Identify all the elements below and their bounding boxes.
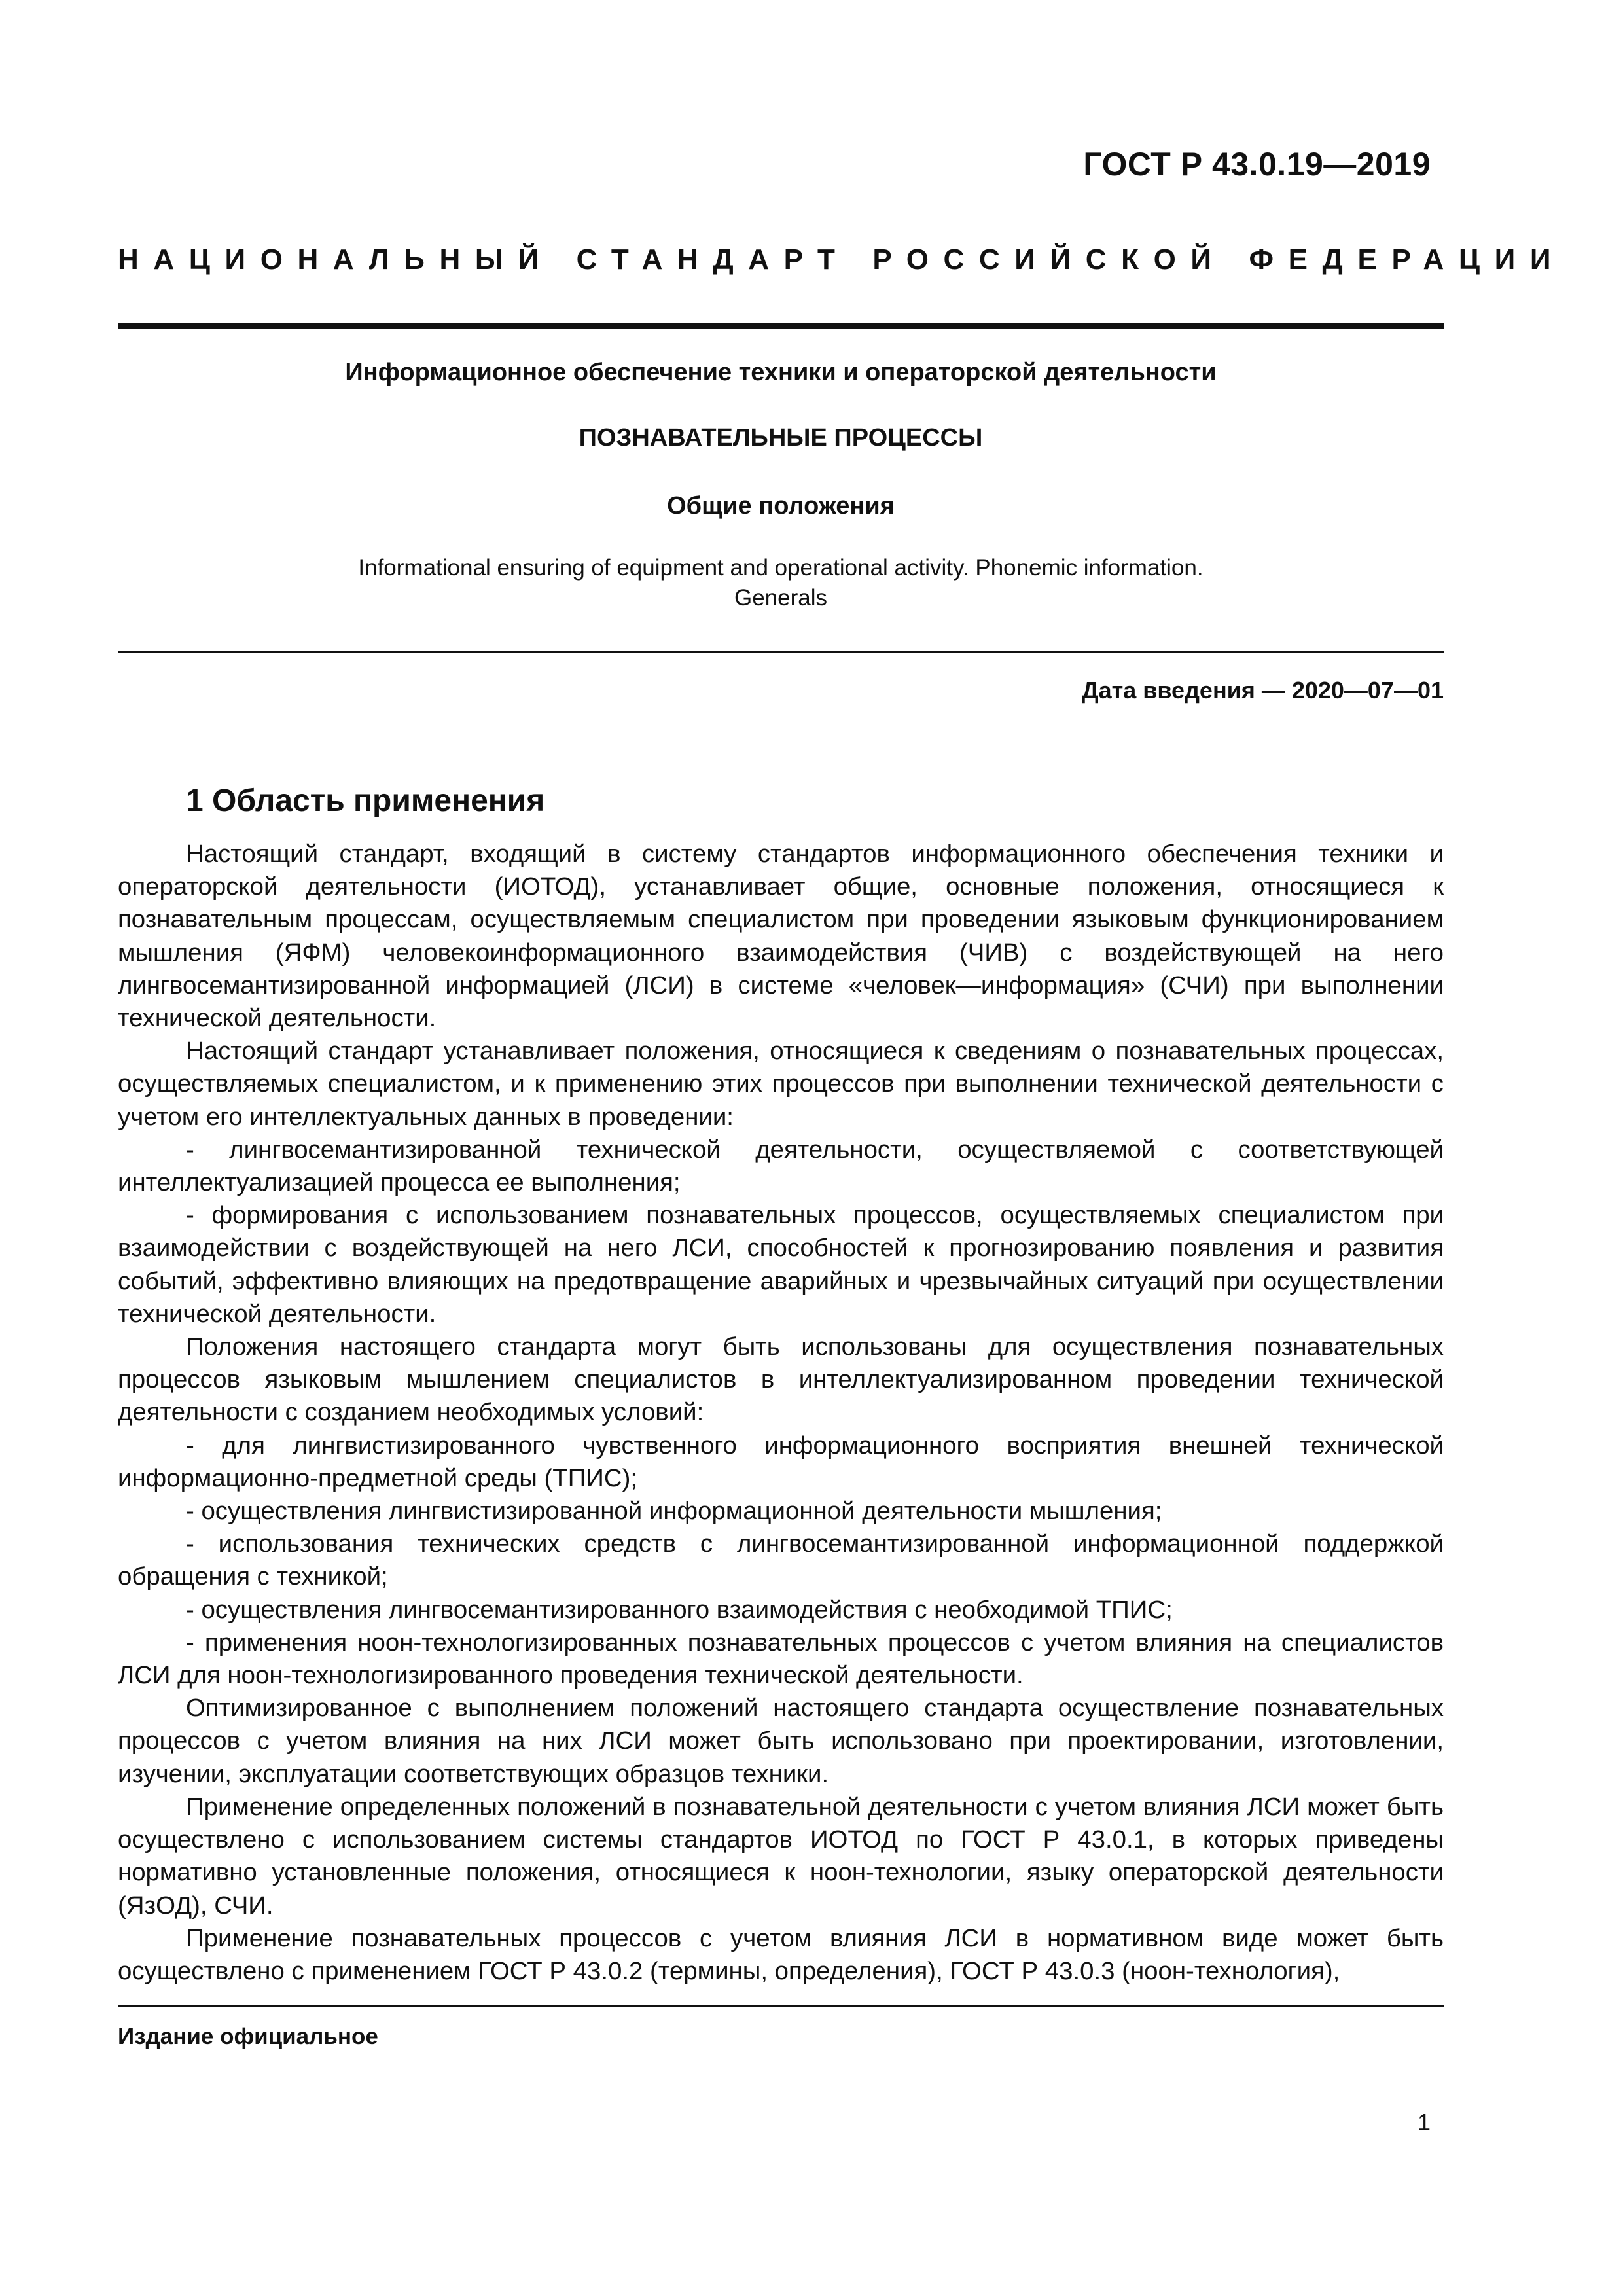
- list-item: - использования технических средств с лингвосемантизированной информационной поддержкой обращения с техникой;: [118, 1530, 1444, 1591]
- paragraph: Применение познавательных процессов с учетом влияния ЛСИ в нормативном виде может быть осуществлено с применением ГОСТ Р 43.0.2 (термины, определения), ГОСТ Р 43.0.3 (ноон-технология),: [118, 1924, 1444, 1985]
- paragraph: Настоящий стандарт устанавливает положения, относящиеся к сведениям о познавательных процессах, осуществляемых специалистом, и к применению этих процессов при выполнении технической деятельности с учетом его интеллектуальных данных в проведении:: [118, 1037, 1444, 1131]
- official-edition-label: Издание официальное: [118, 2024, 378, 2049]
- introduction-date: Дата введения — 2020—07—01: [1081, 677, 1444, 704]
- footer-divider: [118, 2005, 1444, 2007]
- paragraph: Настоящий стандарт, входящий в систему стандартов информационного обеспечения техники и операторской деятельности (ИОТОД), устанавливает общие, основные положения, относящиеся к познавательным процессам, осуществляемым специалистом при проведении языковым функционированием мышления (ЯФМ) человекоинформационного взаимодействия (ЧИВ) с воздействующей на него лингвосемантизированной информацией (ЛСИ) в системе «человек—информация» (СЧИ) при выполнении технической деятельности.: [118, 840, 1444, 1033]
- page-number: 1: [1417, 2109, 1431, 2136]
- list-item: - лингвосемантизированной технической деятельности, осуществляемой с соответствующей интеллектуализацией процесса ее выполнения;: [118, 1135, 1444, 1197]
- paragraph: Положения настоящего стандарта могут быть использованы для осуществления познавательных процессов языковым мышлением специалистов в интеллектуализированном проведении технической деятельности с созданием необходимых условий:: [118, 1333, 1444, 1427]
- document-title-caps: ПОЗНАВАТЕЛЬНЫЕ ПРОЦЕССЫ: [579, 424, 983, 452]
- english-title-line-1: Informational ensuring of equipment and operational activity. Phonemic information.: [358, 555, 1204, 581]
- list-item: - осуществления лингвосемантизированного взаимодействия с необходимой ТПИС;: [186, 1595, 1173, 1624]
- document-title: Информационное обеспечение техники и операторской деятельности: [345, 359, 1217, 386]
- list-item: - формирования с использованием познавательных процессов, осуществляемых специалистом при взаимодействии с воздействующей на него ЛСИ, способностей к прогнозированию появления и развития событий, эффективно влияющих на предотвращение аварийных и чрезвычайных ситуаций при осуществлении технической деятельности.: [118, 1201, 1444, 1328]
- section-body: [118, 838, 1444, 1988]
- document-subtitle: Общие положения: [667, 492, 895, 520]
- list-item: - осуществления лингвистизированной информационной деятельности мышления;: [186, 1497, 1162, 1526]
- national-standard-banner: НАЦИОНАЛЬНЫЙ СТАНДАРТ РОССИЙСКОЙ ФЕДЕРАЦИИ: [118, 243, 1566, 276]
- list-item: - применения ноон-технологизированных познавательных процессов с учетом влияния на специалистов ЛСИ для ноон-технологизированного проведения технической деятельности.: [118, 1628, 1444, 1690]
- section-heading: 1 Область применения: [186, 783, 545, 818]
- paragraph: Оптимизированное с выполнением положений настоящего стандарта осуществление познавательных процессов с учетом влияния на них ЛСИ может быть использовано при проектировании, изготовлении, изучении, эксплуатации соответствующих образцов техники.: [118, 1694, 1444, 1788]
- header-divider: [118, 323, 1444, 329]
- document-code: ГОСТ Р 43.0.19—2019: [1083, 146, 1431, 183]
- paragraph: Применение определенных положений в познавательной деятельности с учетом влияния ЛСИ может быть осуществлено с использованием системы стандартов ИОТОД по ГОСТ Р 43.0.1, в которых приведены нормативно установленные положения, относящиеся к ноон-технологии, языку операторской деятельности (ЯзОД), СЧИ.: [118, 1792, 1444, 1920]
- title-divider: [118, 651, 1444, 653]
- english-title-line-2: Generals: [734, 585, 828, 611]
- list-item: - для лингвистизированного чувственного информационного восприятия внешней технической информационно-предметной среды (ТПИС);: [118, 1431, 1444, 1492]
